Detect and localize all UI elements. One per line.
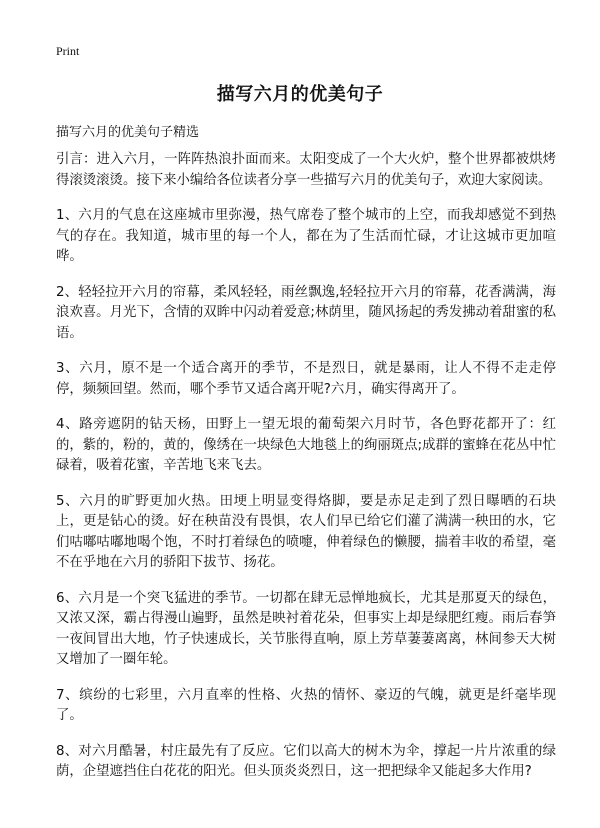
sentence-paragraph-3: 3、六月，原不是一个适合离开的季节，不是烈日，就是暴雨，让人不得不走走停停，频频回望。然而，哪个季节又适合离开呢?六月，确实得离开了。 [56,361,556,397]
article-subtitle: 描写六月的优美句子精选 [56,125,200,140]
sentence-paragraph-5: 5、六月的旷野更加火热。田埂上明显变得烙脚，要是赤足走到了烈日曝晒的石块上，更是钻心的烫。好在秧苗没有畏惧，农人们早已给它们灌了满满一秧田的水，它们咕嘟咕嘟地喝个饱，不时打着绿色的喷嚏，伸着绿色的懒腰，揣着丰收的希望，毫不在乎地在六月的骄阳下拔节、扬花。 [56,493,556,570]
page-title: 描写六月的优美句子 [216,84,384,105]
print-link[interactable]: Print [56,44,80,58]
article-body [56,150,556,798]
sentence-paragraph-8: 8、对六月酷暑，村庄最先有了反应。它们以高大的树木为伞，撑起一片片浓重的绿荫，企望遮挡住白花花的阳光。但头顶炎炎烈日，这一把把绿伞又能起多大作用? [56,743,556,779]
sentence-paragraph-7: 7、缤纷的七彩里，六月直率的性格、火热的情怀、豪迈的气魄，就更是纤毫毕现了。 [56,687,556,723]
sentence-paragraph-4: 4、路旁遮阴的钻天杨，田野上一望无垠的葡萄架六月时节，各色野花都开了：红的，紫的，粉的，黄的，像绣在一块绿色大地毯上的绚丽斑点;成群的蜜蜂在花丛中忙碌着，吸着花蜜，辛苦地飞来飞去。 [56,417,556,473]
intro-paragraph: 引言：进入六月，一阵阵热浪扑面而来。太阳变成了一个大火炉，整个世界都被烘烤得滚烫滚烫。接下来小编给各位读者分享一些描写六月的优美句子，欢迎大家阅读。 [56,152,556,188]
sentence-paragraph-6: 6、六月是一个突飞猛进的季节。一切都在肆无忌惮地疯长，尤其是那夏天的绿色，又浓又深，霸占得漫山遍野，虽然是映衬着花朵，但事实上却是绿肥红瘦。雨后春笋一夜间冒出大地，竹子快速成长，关节胀得直响，原上芳草萋萋离离，林间参天大树又增加了一圈年轮。 [56,590,556,667]
sentence-paragraph-1: 1、六月的气息在这座城市里弥漫，热气席卷了整个城市的上空，而我却感觉不到热气的存在。我知道，城市里的每一个人，都在为了生活而忙碌，才让这城市更加喧哗。 [56,208,556,264]
sentence-paragraph-2: 2、轻轻拉开六月的帘幕，柔风轻轻，雨丝飘逸,轻轻拉开六月的帘幕，花香满满，海浪欢喜。月光下，含情的双眸中闪动着爱意;林荫里，随风扬起的秀发拂动着甜蜜的私语。 [56,284,556,341]
